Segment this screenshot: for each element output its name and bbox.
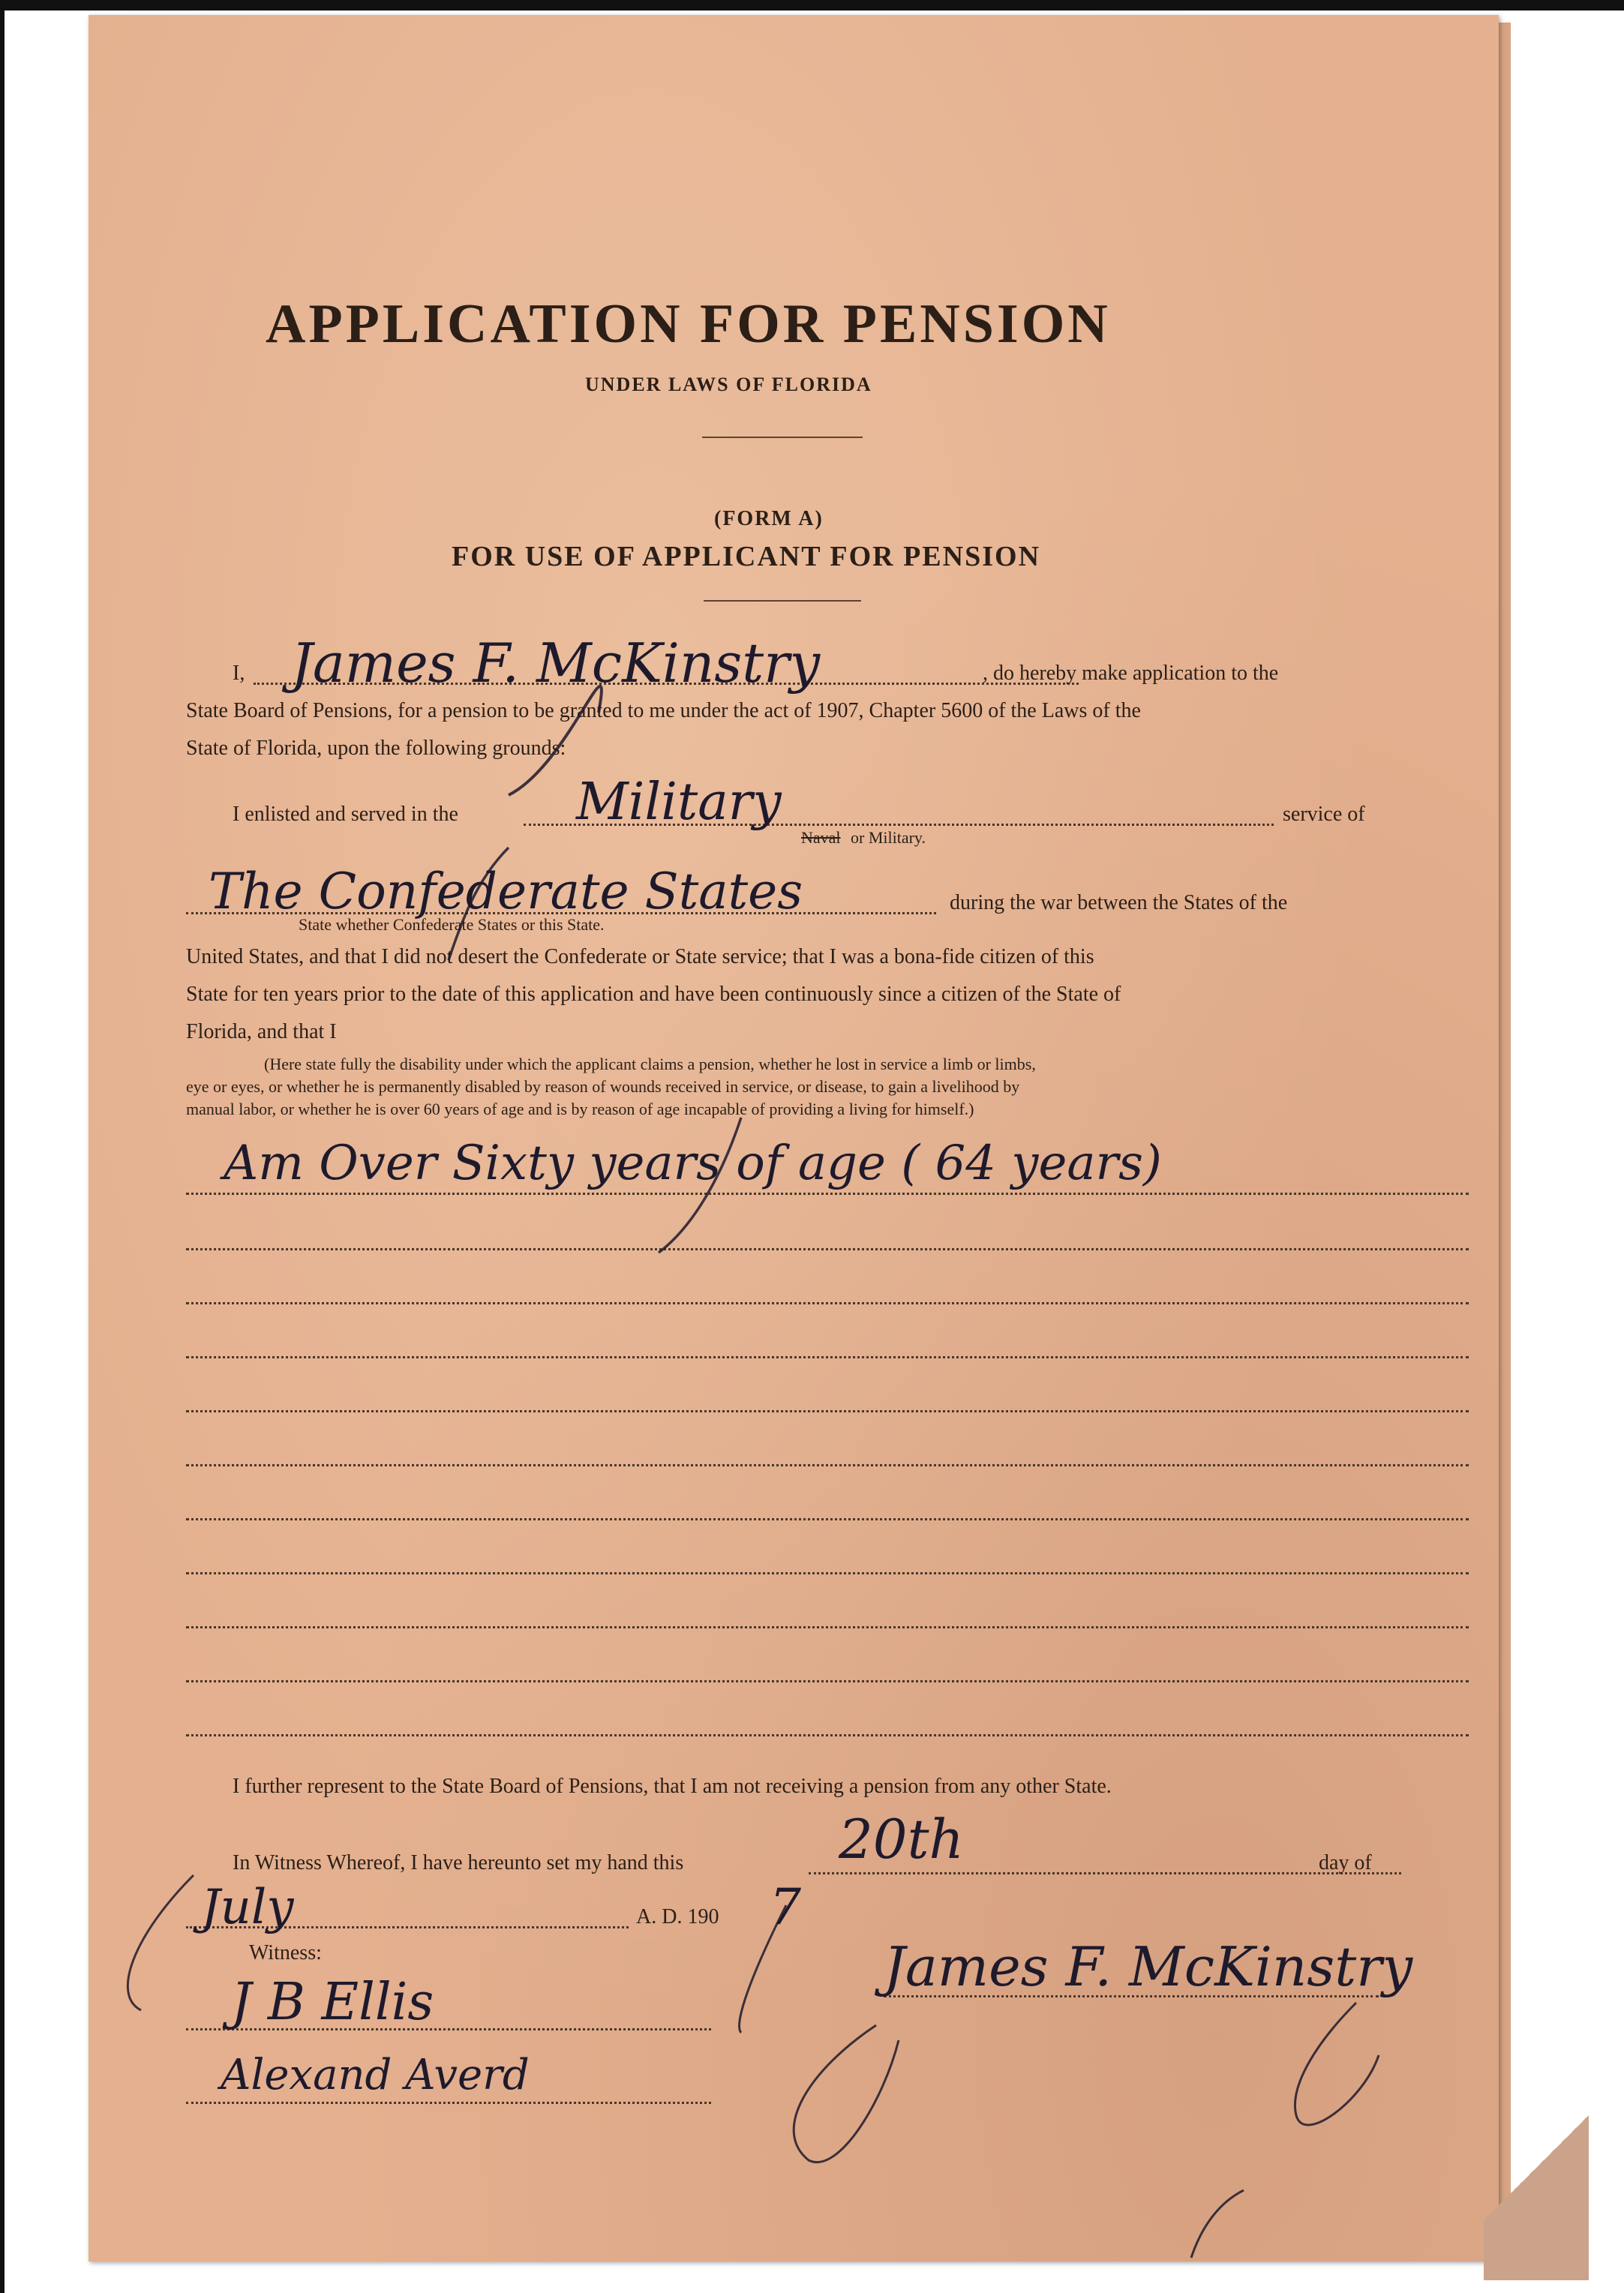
para2-line6: Florida, and that I: [186, 1020, 337, 1043]
ad-label: A. D. 190: [636, 1905, 719, 1928]
para2-tail: service of: [1283, 803, 1365, 826]
form-heading: FOR USE OF APPLICANT FOR PENSION: [452, 541, 1041, 572]
para1-line2: State Board of Pensions, for a pension to be granted to me under the act of 1907, Chapter 5600 of the Laws of the: [186, 699, 1141, 722]
applicant-signature: James F. McKinstry: [884, 1935, 1413, 1998]
witness2-signature: Alexand Averd: [221, 2051, 530, 2099]
scan-border-top: [0, 0, 1624, 11]
witness-clause-tail: day of: [1319, 1851, 1372, 1874]
document-page: [89, 15, 1499, 2261]
para2-line4: United States, and that I did not desert the Confederate or State service; that I was a bona-fide citizen of this: [186, 945, 1094, 968]
instruction-line2: eye or eyes, or whether he is permanently disabled by reason of wounds received in service, or disease, to gain a livelihood by: [186, 1077, 1020, 1096]
instruction-line1: (Here state fully the disability under which the applicant claims a pension, whether he lost in service a limb or limbs,: [264, 1055, 1036, 1073]
month-handwritten: July: [201, 1880, 294, 1935]
para2-tail2: during the war between the States of the: [950, 891, 1288, 914]
para1-lead: I,: [233, 662, 245, 685]
pen-flourishes: [89, 15, 1499, 2261]
state-note: State whether Confederate States or this State.: [299, 915, 605, 934]
para2-line5: State for ten years prior to the date of this application and have been continuously since a citizen of the State of: [186, 983, 1121, 1006]
year-handwritten: 7: [770, 1878, 801, 1936]
form-label: (FORM A): [714, 507, 824, 530]
instruction-line3: manual labor, or whether he is over 60 years of age and is by reason of age incapable of providing a living for himself.): [186, 1100, 974, 1118]
day-handwritten: 20th: [839, 1808, 964, 1871]
naval-struck: Naval: [801, 828, 841, 847]
further-statement: I further represent to the State Board of Pensions, that I am not receiving a pension from any other State.: [233, 1775, 1112, 1798]
para1-line1-tail: , do hereby make application to the: [983, 662, 1279, 685]
scan-border-left: [0, 0, 5, 2293]
para1-line3: State of Florida, upon the following grounds:: [186, 737, 566, 760]
disability-handwritten: Am Over Sixty years of age ( 64 years): [224, 1136, 1162, 1191]
folded-corner: [1484, 2055, 1589, 2280]
service-of-handwritten: The Confederate States: [209, 863, 803, 920]
service-branch-handwritten: Military: [576, 773, 782, 832]
applicant-name-handwritten: James F. McKinstry: [291, 632, 821, 695]
document-title: APPLICATION FOR PENSION: [266, 293, 1111, 355]
witness1-signature: J B Ellis: [231, 1973, 434, 2032]
witness-label: Witness:: [249, 1941, 322, 1964]
document-subtitle: UNDER LAWS OF FLORIDA: [585, 374, 872, 395]
witness-clause-lead: In Witness Whereof, I have hereunto set my hand this: [233, 1851, 684, 1874]
military-note: or Military.: [851, 828, 926, 847]
para2-lead: I enlisted and served in the: [233, 803, 458, 826]
